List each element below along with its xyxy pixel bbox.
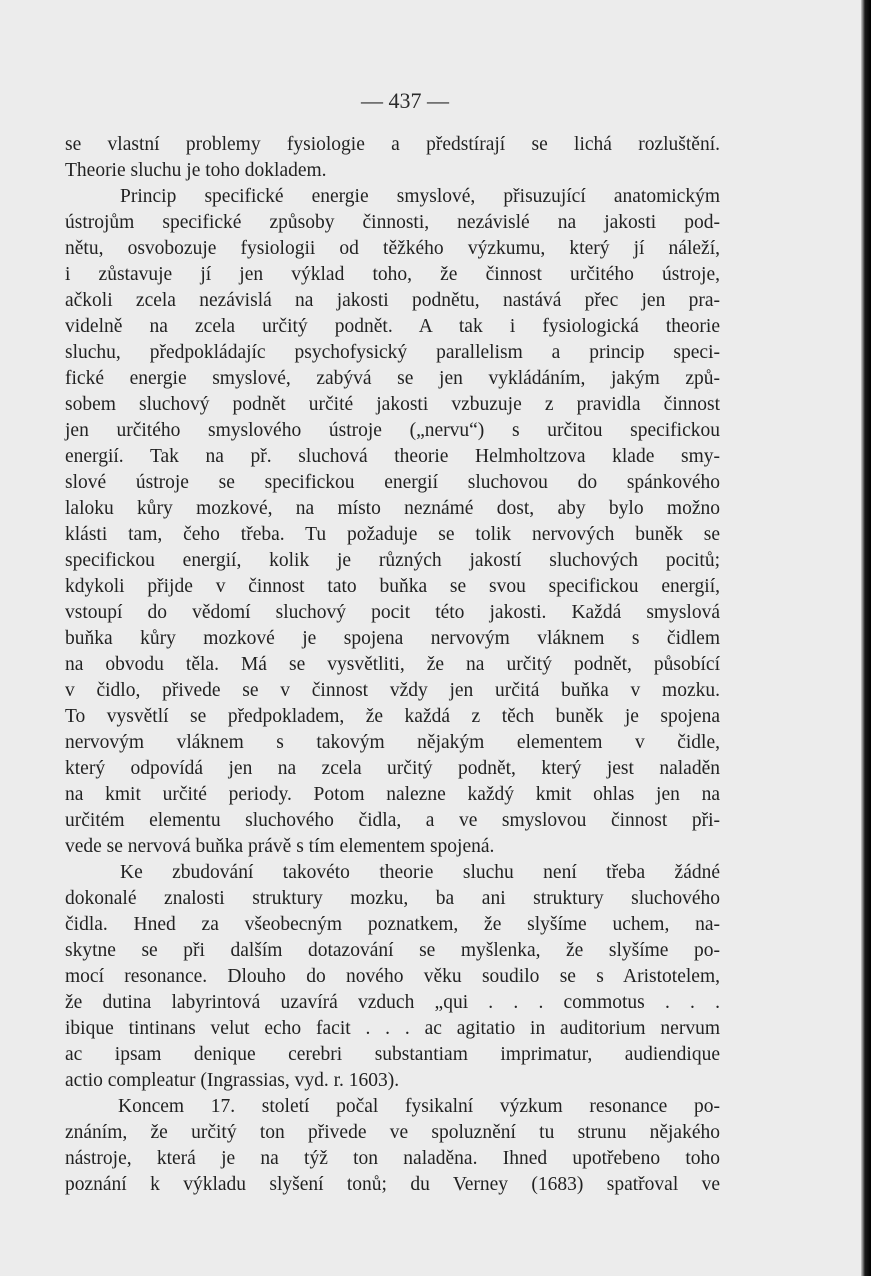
book-spine-shadow [861, 0, 871, 1276]
text-line: Theorie sluchu je toho dokladem. [65, 160, 327, 181]
text-line: Ke zbudování takovéto theorie sluchu není třeba žádné [120, 862, 720, 883]
text-line: i zůstavuje jí jen výklad toho, že činnost určitého ústroje, [65, 264, 720, 285]
text-line: ačkoli zcela nezávislá na jakosti podnětu, nastává přec jen pra- [65, 290, 720, 311]
body-text [65, 132, 720, 1198]
text-line: skytne se při dalším dotazování se myšlenka, že slyšíme po- [65, 940, 720, 961]
text-line: Princip specifické energie smyslové, přisuzující anatomickým [120, 186, 720, 207]
text-line: na kmit určité periody. Potom nalezne každý kmit ohlas jen na [65, 784, 720, 805]
text-line: mocí resonance. Dlouho do nového věku soudilo se s Aristotelem, [65, 966, 720, 987]
text-line: laloku kůry mozkové, na místo neznámé dost, aby bylo možno [65, 498, 720, 519]
text-line: slové ústroje se specifickou energií sluchovou do spánkového [65, 472, 720, 493]
text-line: sluchu, předpokládajíc psychofysický parallelism a princip speci- [65, 342, 720, 363]
text-line: videlně na zcela určitý podnět. A tak i fysiologická theorie [65, 316, 720, 337]
text-line: klásti tam, čeho třeba. Tu požaduje se tolik nervových buněk se [65, 524, 720, 545]
text-line: fické energie smyslové, zabývá se jen vykládáním, jakým způ- [65, 368, 720, 389]
text-line: že dutina labyrintová uzavírá vzduch „qui . . . commotus . . . [65, 992, 720, 1013]
text-line: ibique tintinans velut echo facit . . . ac agitatio in auditorium nervum [65, 1018, 720, 1039]
text-line: buňka kůry mozkové je spojena nervovým vláknem s čidlem [65, 628, 720, 649]
text-line: na obvodu těla. Má se vysvětliti, že na určitý podnět, působící [65, 654, 720, 675]
text-line: nervovým vláknem s takovým nějakým elementem v čidle, [65, 732, 720, 753]
text-line: sobem sluchový podnět určité jakosti vzbuzuje z pravidla činnost [65, 394, 720, 415]
text-line: v čidlo, přivede se v činnost vždy jen určitá buňka v mozku. [65, 680, 720, 701]
page-number: — 437 — [361, 88, 449, 113]
text-line: čidla. Hned za všeobecným poznatkem, že slyšíme uchem, na- [65, 914, 720, 935]
text-line: dokonalé znalosti struktury mozku, ba ani struktury sluchového [65, 888, 720, 909]
text-line: který odpovídá jen na zcela určitý podnět, který jest naladěn [65, 758, 720, 779]
text-line: kdykoli přijde v činnost tato buňka se svou specifickou energií, [65, 576, 720, 597]
text-line: specifickou energií, kolik je různých jakostí sluchových pocitů; [65, 550, 720, 571]
text-line: ústrojům specifické způsoby činnosti, nezávislé na jakosti pod- [65, 212, 720, 233]
text-line: ac ipsam denique cerebri substantiam imprimatur, audiendique [65, 1044, 720, 1065]
text-line: se vlastní problemy fysiologie a předstírají se lichá rozluštění. [65, 134, 720, 155]
text-line: nětu, osvobozuje fysiologii od těžkého výzkumu, který jí náleží, [65, 238, 720, 259]
text-line: To vysvětlí se předpokladem, že každá z těch buněk je spojena [65, 706, 720, 727]
text-line: nástroje, která je na týž ton naladěna. Ihned upotřebeno toho [65, 1148, 720, 1169]
text-line: určitém elementu sluchového čidla, a ve smyslovou činnost při- [65, 810, 720, 831]
text-line: vstoupí do vědomí sluchový pocit této jakosti. Každá smyslová [65, 602, 720, 623]
text-line: energií. Tak na př. sluchová theorie Helmholtzova klade smy- [65, 446, 720, 467]
text-line: znáním, že určitý ton přivede ve spoluznění tu strunu nějakého [65, 1122, 720, 1143]
text-line: Koncem 17. století počal fysikalní výzkum resonance po- [118, 1096, 720, 1117]
text-line: jen určitého smyslového ústroje („nervu“) s určitou specifickou [65, 420, 720, 441]
text-line: poznání k výkladu slyšení tonů; du Verney (1683) spatřoval ve [65, 1174, 720, 1195]
text-line: vede se nervová buňka právě s tím elementem spojená. [65, 836, 495, 857]
text-line: actio compleatur (Ingrassias, vyd. r. 1603). [65, 1070, 400, 1091]
